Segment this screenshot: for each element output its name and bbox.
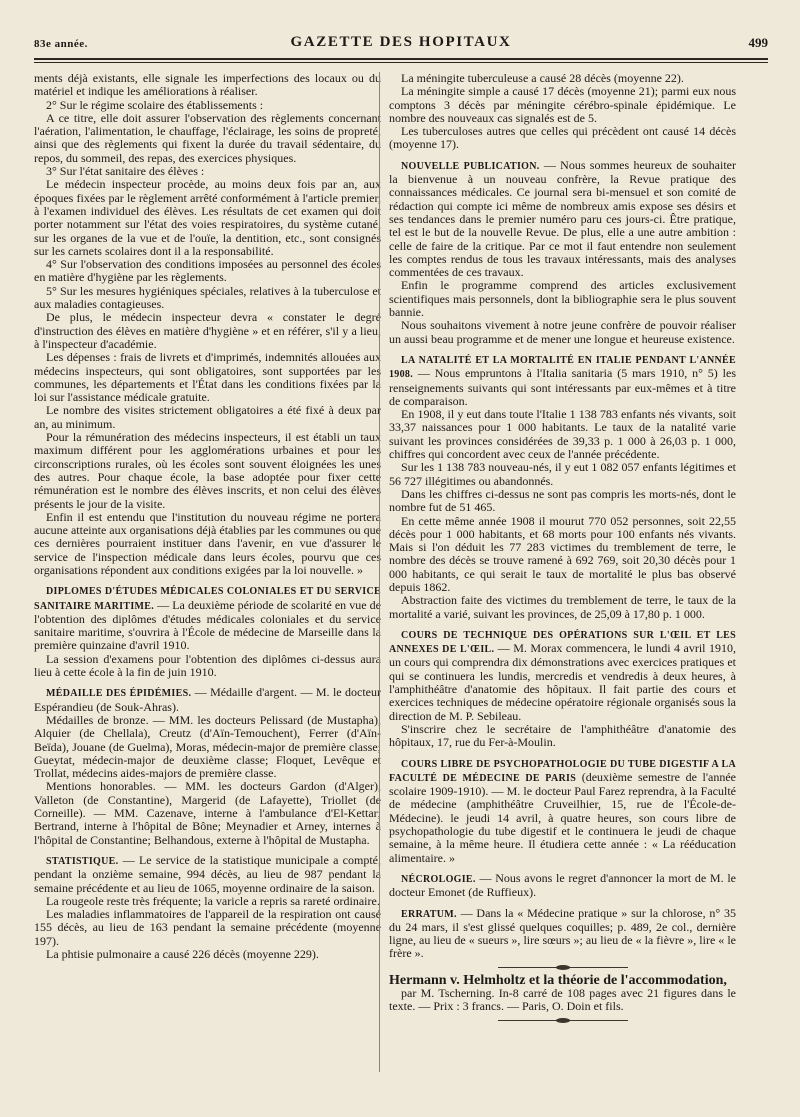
paragraph-text: La méningite simple a causé 17 décès (moyenne 21); parmi eux nous comptons 3 décès par méningite cérébro-spinale épidémique. Le nombre des nouveaux cas signalés est de 5. (389, 84, 736, 125)
paragraph-text: ments déjà existants, elle signale les imperfections des locaux ou du matériel et indique les améliorations à réaliser. (34, 71, 381, 99)
paragraph-text: Médailles de bronze. — MM. les docteurs Pelissard (de Mustapha), Alquier (de Chellala), Creutz (d'Aïn-Temouchent), Ferrer (d'Aïn-Beïda), Jouane (de Guelma), Moras, médecin-major de première classe; Gueytat, médecin-major de deuxième classe; Floquet, Levêque et Trollat, médecins aides-majors de première classe. (34, 712, 381, 781)
paragraph (34, 285, 381, 312)
paragraph-text: Enfin il est entendu que l'institution du nouveau régime ne portera aucune atteinte aux organisations déjà établies par les communes ou que ces dernières pourraient instituer dans l'avenir, en vue d'assurer le service de l'inspection médicale dans leurs écoles, pourvu que ces organisations répondent aux conditions exigées par la loi nouvelle. » (34, 509, 381, 577)
paragraph-text: Les dépenses : frais de livrets et d'imprimés, indemnités allouées aux médecins inspecteurs, qui sont obligatoires, sont supportées par les communes, les départements et l'État dans les conditions fixées par la loi sur l'assistance médicale gratuite. (34, 350, 381, 405)
paragraph-text: En 1908, il y eut dans toute l'Italie 1 138 783 enfants nés vivants, soit 33,37 naissances pour 1 000 habitants. Le taux de la natalité varie suivant les provinces considérées de 39,33 p. 1 000 à 26,03 p. 1 000, chiffres qui concordent avec ceux de l'année précédente. (389, 407, 736, 462)
paragraph-text: S'inscrire chez le secrétaire de l'amphithéâtre d'anatomie des hôpitaux, 17, rue du Fer-à-Moulin. (389, 721, 736, 750)
paragraph (389, 319, 736, 346)
year-label: 83e année. (34, 38, 88, 50)
header-rule (34, 58, 768, 60)
item-heading: NÉCROLOGIE. (401, 873, 476, 885)
paragraph-text: Mentions honorables. — MM. les docteurs Gardon (d'Alger), Valleton (de Constantine), Margerid (de Lafayette), Triollet (de Corneille). — MM. Cazenave, interne à l'ambulance d'El-Kettar; Bertrand, interne à l'hôpital de Bône; Meynadier et Arney, internes à l'hôpital de Constantine; Belhandous, externe à l'hôpital de Mustapha. (34, 779, 381, 847)
paragraph-text: En cette même année 1908 il mourut 770 052 personnes, soit 22,55 décès pour 1 000 habitants, et 68 morts pour 100 enfants nés vivants. Mais si l'on déduit les 77 283 victimes du tremblement de terre, le nombre des décès se trouve ramené à 692 769, soit 20,30 décès pour 1 000 habitants, ce qui serait le taux de mortalité le plus bas observé depuis 1862. (389, 513, 736, 594)
item-heading: ERRATUM. (401, 908, 457, 920)
item-heading: COURS DE TECHNIQUE DES OPÉRATIONS SUR L'ŒIL ET LES ANNEXES DE L'ŒIL. (389, 629, 736, 656)
item-heading: STATISTIQUE. (46, 855, 119, 867)
paragraph (34, 99, 381, 112)
news-item (34, 686, 381, 714)
paragraph (34, 311, 381, 351)
news-item (389, 907, 736, 961)
book-description: par M. Tscherning. In-8 carré de 108 pages avec 21 figures dans le texte. — Prix : 3 francs. — Paris, O. Doin et fils. (389, 986, 736, 1014)
paragraph (34, 511, 381, 577)
news-item (389, 159, 736, 280)
paragraph (34, 351, 381, 404)
news-item (34, 854, 381, 895)
ornament-separator (498, 967, 628, 968)
paragraph-text: Nous souhaitons vivement à notre jeune confrère de pouvoir réaliser un aussi beau programme et de mener une longue et heureuse existence. (389, 318, 736, 346)
paragraph (34, 165, 381, 178)
paragraph-text: Sur les 1 138 783 nouveau-nés, il y eut 1 082 057 enfants légitimes et 56 727 illégitimes ou abandonnés. (389, 460, 736, 488)
paragraph (34, 178, 381, 258)
paragraph-text: De plus, le médecin inspecteur devra « constater le degré d'instruction des élèves en matière d'hygiène » et en référer, s'il y a lieu, à l'inspecteur d'académie. (34, 310, 381, 351)
paragraph-text: (deuxième semestre de l'année scolaire 1909-1910). — M. le docteur Paul Farez reprendra, à la Faculté de médecine (amphithéâtre Cruveilhier, 15, rue de l'École-de-Médecine). le jeudi 14 avril, à quatre heures, son cours libre de psychopathologie du tube digestif et le continuera le jeudi de chaque semaine, à la même heure. Il étudiera cette année : « La rééducation alimentaire. » (389, 769, 736, 865)
header-rule-thin (34, 62, 768, 63)
paragraph (389, 594, 736, 621)
paragraph (389, 85, 736, 125)
paragraph (34, 72, 381, 99)
paragraph-text: — Le service de la statistique municipale a compté, pendant la onzième semaine, 994 décès, au lieu de 987 pendant la semaine précédente et au lieu de 1065, moyenne ordinaire de la saison. (34, 852, 381, 895)
paragraph (34, 653, 381, 680)
paragraph-text: — Nous sommes heureux de souhaiter la bienvenue à un nouveau confrère, la Revue pratique des connaissances médicales. Ce journal sera bi-mensuel et son comité de rédaction qui compte ici même de nombreux amis expose ses désirs et ses tendances dans le premier numéro paru ces jours-ci. Être pratique, tel est le but de la nouvelle Revue. De plus, elle a une autre ambition : celle de faire de la critique. Par ce mot il faut entendre non seulement les comptes rendus de tous les travaux intéressants, mais des analyses commentées de ces travaux. (389, 157, 737, 280)
paragraph (389, 279, 736, 319)
paragraph-text: La session d'examens pour l'obtention des diplômes ci-dessus aura lieu à cette école à la fin de juin 1910. (34, 651, 381, 680)
paragraph-text: La méningite tuberculeuse a causé 28 décès (moyenne 22). (401, 71, 684, 85)
paragraph-text: Enfin le programme comprend des articles exclusivement scientifiques mais personnels, dont la bibliographie sera le plus souvent bannie. (389, 278, 736, 320)
paragraph (389, 515, 736, 595)
journal-title: GAZETTE DES HOPITAUX (290, 34, 512, 50)
item-heading: COURS LIBRE DE PSYCHOPATHOLOGIE DU TUBE DIGESTIF A LA FACULTÉ DE MÉDECINE DE PARIS (389, 758, 736, 784)
page-header (34, 34, 768, 56)
book-title: Hermann v. Helmholtz et la théorie de l'accommodation, (389, 972, 727, 988)
item-heading: DIPLOMES D'ÉTUDES MÉDICALES COLONIALES ET DU SERVICE SANITAIRE MARITIME. (34, 586, 381, 612)
paragraph-text: — Nous avons le regret d'annoncer la mort de M. le docteur Emonet (de Ruffieux). (389, 870, 736, 900)
paragraph (389, 408, 736, 461)
paragraph-text: Les maladies inflammatoires de l'appareil de la respiration ont causé 155 décès, au lieu de 163 pendant la semaine précédente (moyenne 197). (34, 907, 381, 948)
paragraph-text: — M. Morax commencera, le lundi 4 avril 1910, un cours qui comprendra dix démonstrations avec exercices pratiques et qui se continuera les lundis, mercredis et vendredis à deux heures, à l'amphithéâtre d'anatomie des hôpitaux. Il fait partie des cours et exercices techniques de médecine opératoire régionale organisés sous la direction de M. P. Sebileau. (389, 641, 736, 723)
paragraph-text: 4° Sur l'observation des conditions imposées au personnel des écoles en matière d'hygiène par les règlements. (34, 257, 381, 285)
paragraph (389, 488, 736, 515)
ornament-separator (498, 1020, 628, 1021)
paragraph (34, 780, 381, 846)
paragraph (34, 714, 381, 780)
paragraph-text: 5° Sur les mesures hygiéniques spéciales, relatives à la tuberculose et aux maladies contagieuses. (34, 283, 381, 312)
news-item (34, 584, 381, 652)
paragraph (389, 125, 736, 152)
paragraph-text: A ce titre, elle doit assurer l'observation des règlements concernant l'aération, l'alimentation, le chauffage, l'éclairage, les soins de propreté, ainsi que des règlements qui fixent la durée du travail sédentaire, du repos, du sommeil, des repas, des exercices physiques. (34, 110, 381, 165)
paragraph-text: — La deuxième période de scolarité en vue de l'obtention des diplômes d'études médicales coloniales et du service sanitaire maritime, s'ouvrira à l'École de médecine de Marseille dans la première quinzaine d'avril 1910. (34, 597, 381, 653)
paragraph-text: Le nombre des visites strictement obligatoires a été fixé à deux par an, au minimum. (34, 403, 381, 431)
news-item (389, 757, 736, 865)
news-item (389, 628, 736, 723)
item-heading: LA NATALITÉ ET LA MORTALITÉ EN ITALIE PENDANT L'ANNÉE 1908. (389, 354, 736, 381)
left-column (34, 72, 381, 961)
paragraph-text: Pour la rémunération des médecins inspecteurs, il est établi un taux maximum différent pour les agglomérations urbaines et pour les circonscriptions rurales, où les écoles sont souvent éloignées les unes des autres. Pour chaque école, la base adoptée pour fixer cette rémunération est le nombre des élèves inscrits, et non celui des élèves présents le jour de la visite. (34, 430, 381, 511)
right-column (389, 72, 736, 1027)
paragraph (34, 258, 381, 285)
paragraph (34, 112, 381, 165)
paragraph (389, 723, 736, 750)
column-divider (379, 72, 380, 1072)
paragraph-text: — Médaille d'argent. — M. le docteur Espérandieu (de Souk-Ahras). (34, 685, 381, 714)
item-heading: MÉDAILLE DES ÉPIDÉMIES. (46, 688, 192, 700)
page-number: 499 (748, 35, 768, 50)
paragraph-text: Les tuberculoses autres que celles qui précèdent ont causé 14 décès (moyenne 17). (389, 124, 736, 152)
news-item (389, 353, 736, 408)
paragraph-text: — Nous empruntons à l'Italia sanitaria (5 mars 1910, n° 5) les renseignements suivants qui sont intéressants par eux-mêmes et à titre de comparaison. (389, 366, 736, 408)
news-item (389, 872, 736, 900)
paragraph (34, 895, 381, 908)
paragraph (34, 404, 381, 431)
paragraph-text: Le médecin inspecteur procède, au moins deux fois par an, aux époques fixées par le règlement arrêté conformément à l'article premier, à l'examen individuel des élèves. Les résultats de cet examen qui doit porter notamment sur l'état des voies respiratoires, du système cutané, sur les organes de la vue et de l'ouïe, la dentition, etc., sont consignés sur les carnets scolaires dont il a la responsabilité. (34, 177, 381, 258)
paragraph-text: 2° Sur le régime scolaire des établissements : (46, 97, 264, 112)
item-heading: NOUVELLE PUBLICATION. (401, 160, 540, 172)
paragraph-text: 3° Sur l'état sanitaire des élèves : (46, 164, 205, 179)
paragraph (389, 461, 736, 488)
paragraph-text: Dans les chiffres ci-dessus ne sont pas compris les morts-nés, dont le nombre fut de 51 465. (389, 486, 736, 515)
paragraph (34, 908, 381, 948)
paragraph-text: — Dans la « Médecine pratique » sur la chlorose, n° 35 du 24 mars, il s'est glissé quelques coquilles; p. 489, 2e col., dernière ligne, au lieu de « sueurs », lire sœurs »; au lieu de « la fièvre », lire « le frère ». (389, 905, 736, 961)
paragraph (389, 72, 736, 85)
paragraph (34, 948, 381, 961)
paragraph-text: La phtisie pulmonaire a causé 226 décès (moyenne 229). (46, 947, 319, 961)
paragraph (34, 431, 381, 511)
paragraph-text: La rougeole reste très fréquente; la varicle a repris sa rareté ordinaire. (46, 893, 380, 908)
paragraph-text: Abstraction faite des victimes du tremblement de terre, le taux de la mortalité a varié, suivant les provinces, de 25,09 à 17,80 p. 1 000. (389, 593, 736, 621)
